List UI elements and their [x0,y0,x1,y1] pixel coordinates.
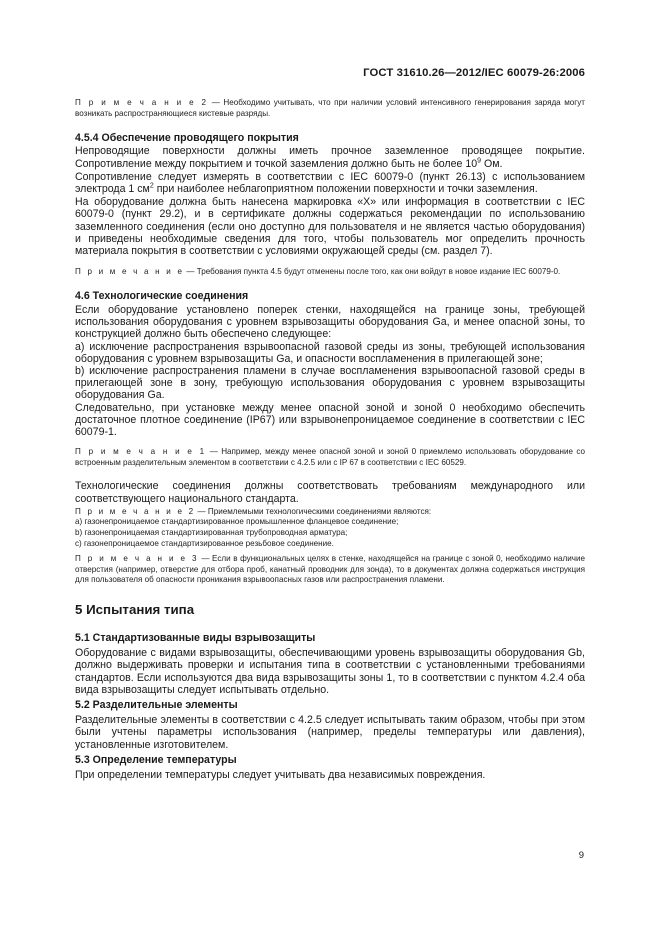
note-list-item: b) газонепроницаемая стандартизированная трубопроводная арматура; [75,528,348,538]
note-label: П р и м е ч а н и е 3 [75,554,199,564]
heading-5-2: 5.2 Разделительные элементы [75,699,238,712]
note-list-item: c) газонепроницаемое стандартизированное резьбовое соединение. [75,538,334,548]
note-paragraph [75,267,585,278]
note-text: — Требования пункта 4.5 будут отменены после того, как они войдут в новое издание IEC 60079-0. [184,267,561,277]
paragraph: Следовательно, при установке между менее опасной зоной и зоной 0 необходимо обеспечить достаточное плотное соединение (IP67) или взрывонепроницаемое соединение в соответствии с IEC 60079-1. [75,401,585,439]
paragraph: Если оборудование установлено поперек стенки, находящейся на границе зоны, требующей использования оборудования с уровнем взрывозащиты оборудования Ga, и менее опасной зоны, то конструкцией должно быть обеспечено следующее: [75,304,585,341]
paragraph [75,171,585,195]
list-item: b) исключение распространения пламени в случае воспламенения взрывоопасной газовой среды в прилегающей зоне в зону, требующую использования оборудования с уровнем взрывозащиты оборудования Ga. [75,365,585,402]
heading-5-1: 5.1 Стандартизованные виды взрывозащиты [75,632,316,644]
paragraph: На оборудование должна быть нанесена маркировка «X» или информация в соответствии с IEC 60079-0 (пункт 29.2), и в сертификате должны содержаться рекомендации по использованию заземленного соединения (если оно доступно для пользователя и не является частью оборудования) и приведены необходимые сведения для того, чтобы пользователь мог определить прочность материала покрытия в соответствии с условиями окружающей среды (см. раздел 7). [75,196,585,258]
note-label: П р и м е ч а н и е 1 [75,447,207,457]
heading-5-3: 5.3 Определение температуры [75,753,237,766]
paragraph [75,145,585,169]
paragraph-text: при наиболее неблагоприятном положении поверхности и точки заземления. [153,183,538,195]
note-label: П р и м е ч а н и е 2 [75,506,196,516]
heading-4-5-4: 4.5.4 Обеспечение проводящего покрытия [75,132,299,145]
superscript: 2 [149,182,154,190]
note-text: — Необходимо учитывать, что при наличии условий интенсивного генерирования заряда могут возникать распространяющиеся кистевые разряды. [75,98,585,118]
note-list-item: a) газонепроницаемое стандартизированное промышленное фланцевое соединение; [75,517,399,527]
paragraph: Разделительные элементы в соответствии с 4.2.5 следует испытывать таким образом, чтобы при этом были учтены параметры использования (например, пределы температуры или давления), установленные изготовителем. [75,714,585,751]
note-label: П р и м е ч а н и е 2 [75,98,209,107]
superscript: 9 [477,157,482,165]
paragraph: При определении температуры следует учитывать два независимых повреждения. [75,769,486,782]
note-paragraph [75,447,585,468]
page-content [75,98,585,781]
list-item: a) исключение распространения взрывоопасной газовой среды из зоны, требующей использования оборудования с уровнем взрывозащиты Ga, и опасности воспламенения в прилегающей зоне; [75,340,585,365]
note-paragraph [75,507,585,518]
note-label: П р и м е ч а н и е [75,267,185,277]
paragraph: Оборудование с видами взрывозащиты, обеспечивающими уровень взрывозащиты оборудования Gb, должно выдерживать проверки и испытания типа в соответствии с установленными требованиями стандартов. Если используются два вида взрывозащиты зоны 1, то в соответствии с пунктом 4.2.4 оба вида взрывозащиты следует испытывать отдельно. [75,647,585,696]
page-number: 9 [578,850,584,861]
paragraph-text: Ом. [481,157,503,170]
heading-4-6: 4.6 Технологические соединения [75,289,249,302]
heading-5: 5 Испытания типа [75,602,195,617]
paragraph-text: Сопротивление следует измерять в соответствии с IEC 60079-0 (пункт 26.13) с использованием электрода 1 см [75,170,585,195]
note-text: — Например, между менее опасной зоной и зоной 0 приемлемо использовать оборудование со встроенным разделительным элементом в соответствии с 4.2.5 или с IP 67 в соответствии с IEC 60529. [75,447,585,467]
paragraph: Технологические соединения должны соответствовать требованиям международного или соответствующего национального стандарта. [75,480,585,505]
note-paragraph [75,98,585,119]
note-text: — Если в функциональных целях в стенке, находящейся на границе с зоной 0, необходимо наличие отверстия (например, отверстие для отбора проб, канатный проводник для зонда), то в документах должна содержаться инструкция для пользователя об опасности проникания взрывоопасных газов или распространения пламени. [75,554,585,585]
note-text: — Приемлемыми технологическими соединениями являются: [195,506,432,516]
note-paragraph [75,554,585,586]
document-header: ГОСТ 31610.26—2012/IEC 60079-26:2006 [363,67,585,79]
paragraph-text: Непроводящие поверхности должны иметь прочное заземленное проводящее покрытие. Сопротивление между покрытием и точкой заземления должно быть не более 10 [75,145,585,170]
